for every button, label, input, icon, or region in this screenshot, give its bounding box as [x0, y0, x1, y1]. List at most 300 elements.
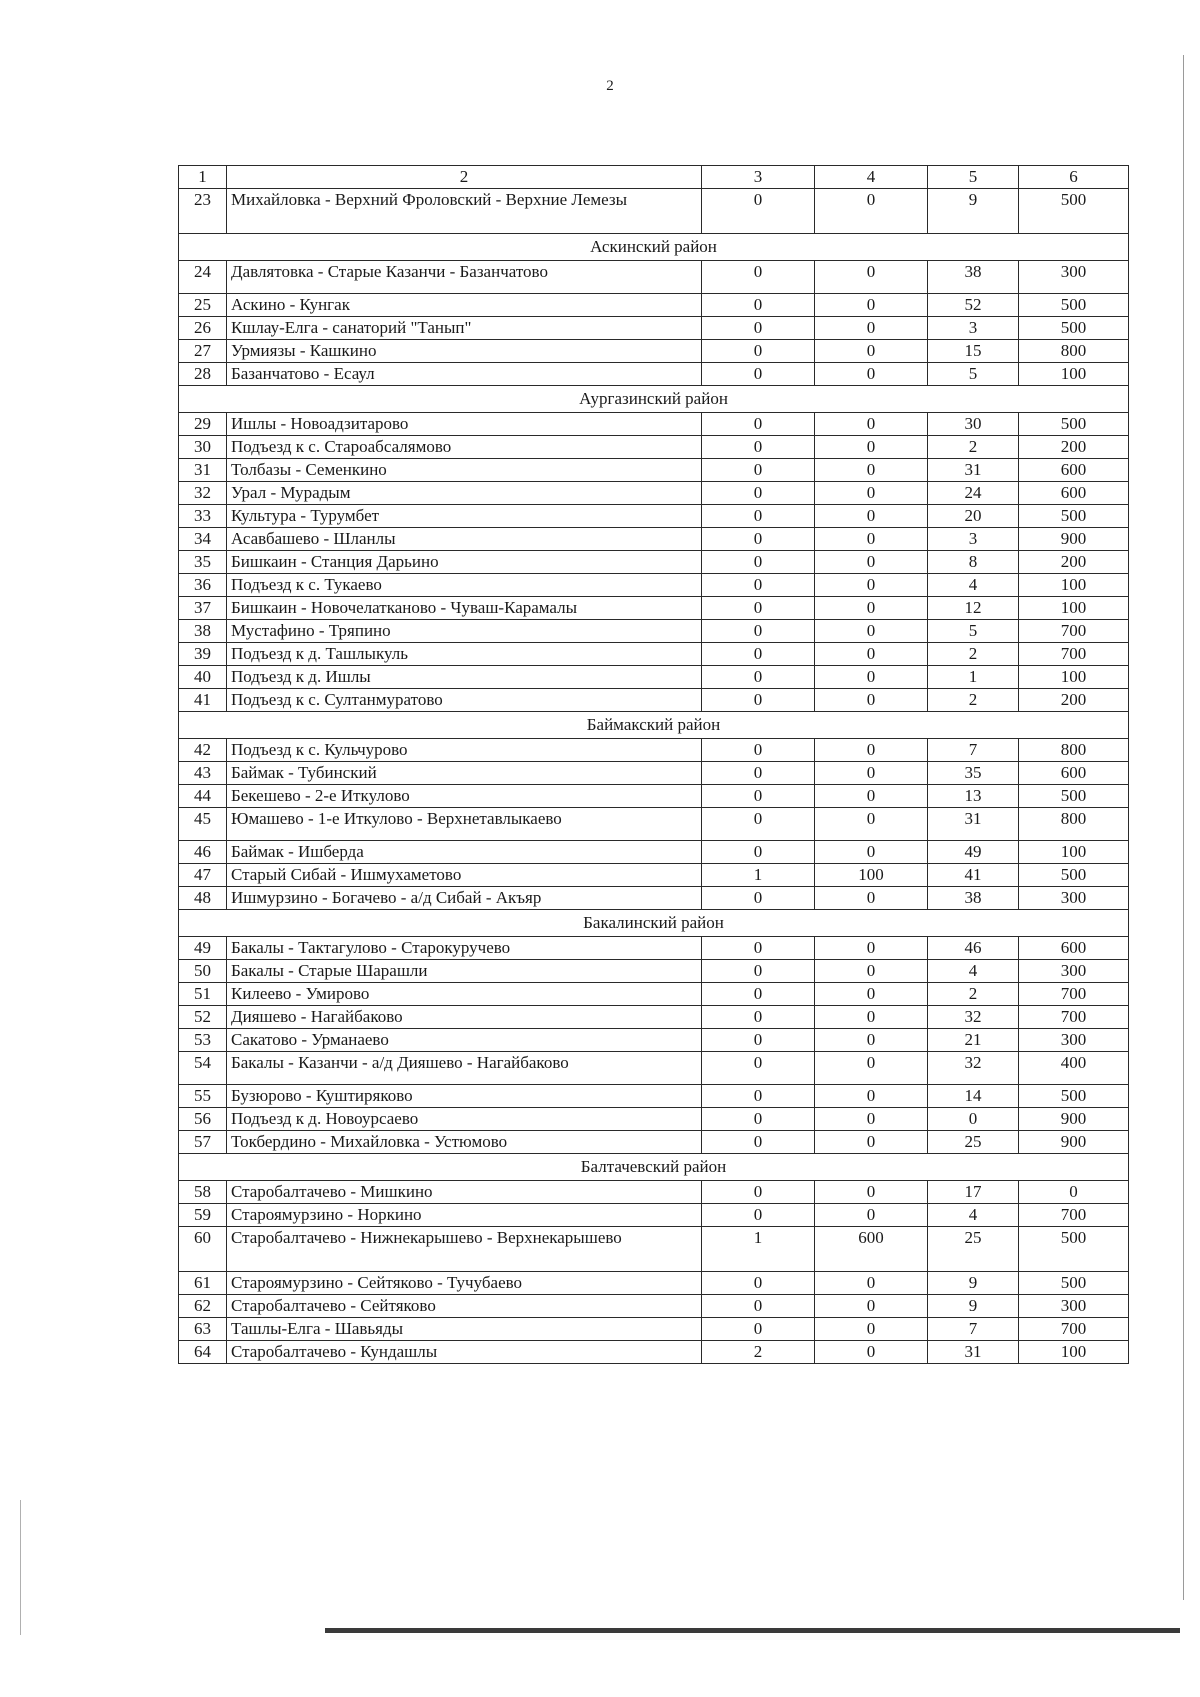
road-name-cell: Сакатово - Урманаево — [227, 1029, 702, 1052]
col5-value-cell: 32 — [928, 1006, 1019, 1029]
road-name-cell: Токбердино - Михайловка - Устюмово — [227, 1131, 702, 1154]
row-number-cell: 25 — [179, 294, 227, 317]
col5-value-cell: 30 — [928, 413, 1019, 436]
col3-value-cell: 0 — [702, 808, 815, 841]
road-name-cell: Кшлау-Елга - санаторий "Танып" — [227, 317, 702, 340]
col6-value-cell: 500 — [1019, 1085, 1129, 1108]
col6-value-cell: 200 — [1019, 436, 1129, 459]
col6-value-cell: 800 — [1019, 808, 1129, 841]
col3-value-cell: 0 — [702, 1204, 815, 1227]
row-number-cell: 39 — [179, 643, 227, 666]
col6-value-cell: 700 — [1019, 620, 1129, 643]
row-number-cell: 55 — [179, 1085, 227, 1108]
col6-value-cell: 500 — [1019, 413, 1129, 436]
roads-table — [178, 165, 1129, 1364]
table-row — [179, 666, 1129, 689]
row-number-cell: 47 — [179, 864, 227, 887]
row-number-cell: 27 — [179, 340, 227, 363]
row-number-cell: 26 — [179, 317, 227, 340]
scan-edge-line-left — [20, 1500, 21, 1635]
district-header-row — [179, 386, 1129, 413]
road-name-cell: Ишмурзино - Богачево - а/д Сибай - Акъяр — [227, 887, 702, 910]
row-number-cell: 28 — [179, 363, 227, 386]
col5-value-cell: 52 — [928, 294, 1019, 317]
col6-value-cell: 300 — [1019, 960, 1129, 983]
col6-value-cell: 0 — [1019, 1181, 1129, 1204]
road-name-cell: Старобалтачево - Мишкино — [227, 1181, 702, 1204]
col6-value-cell: 100 — [1019, 574, 1129, 597]
col5-value-cell: 3 — [928, 317, 1019, 340]
road-name-cell: Старобалтачево - Кундашлы — [227, 1341, 702, 1364]
row-number-cell: 36 — [179, 574, 227, 597]
col6-value-cell: 500 — [1019, 189, 1129, 234]
row-number-cell: 40 — [179, 666, 227, 689]
road-name-cell: Михайловка - Верхний Фроловский - Верхние Лемезы — [227, 189, 702, 234]
col6-value-cell: 100 — [1019, 666, 1129, 689]
col3-value-cell: 0 — [702, 1029, 815, 1052]
road-name-cell: Урал - Мурадым — [227, 482, 702, 505]
col3-value-cell: 0 — [702, 1181, 815, 1204]
col3-value-cell: 0 — [702, 1272, 815, 1295]
col5-value-cell: 7 — [928, 739, 1019, 762]
col4-value-cell: 0 — [815, 1108, 928, 1131]
col5-value-cell: 9 — [928, 189, 1019, 234]
table-row — [179, 841, 1129, 864]
road-name-cell: Староямурзино - Сейтяково - Тучубаево — [227, 1272, 702, 1295]
table-header-row — [179, 166, 1129, 189]
road-name-cell: Асавбашево - Шланлы — [227, 528, 702, 551]
page-number: 2 — [606, 78, 614, 94]
col3-value-cell: 0 — [702, 937, 815, 960]
col4-value-cell: 0 — [815, 1006, 928, 1029]
col3-value-cell: 0 — [702, 294, 815, 317]
row-number-cell: 52 — [179, 1006, 227, 1029]
col6-value-cell: 500 — [1019, 864, 1129, 887]
table-row — [179, 413, 1129, 436]
col3-value-cell: 0 — [702, 1108, 815, 1131]
col5-value-cell: 38 — [928, 887, 1019, 910]
col4-value-cell: 0 — [815, 574, 928, 597]
table-row — [179, 1006, 1129, 1029]
header-cell: 1 — [179, 166, 227, 189]
row-number-cell: 23 — [179, 189, 227, 234]
road-name-cell: Бакалы - Старые Шарашли — [227, 960, 702, 983]
col4-value-cell: 0 — [815, 459, 928, 482]
col5-value-cell: 4 — [928, 574, 1019, 597]
col4-value-cell: 0 — [815, 643, 928, 666]
col5-value-cell: 9 — [928, 1295, 1019, 1318]
table-row — [179, 762, 1129, 785]
table-row — [179, 528, 1129, 551]
table-row — [179, 363, 1129, 386]
col4-value-cell: 600 — [815, 1227, 928, 1272]
table-row — [179, 643, 1129, 666]
col6-value-cell: 500 — [1019, 505, 1129, 528]
header-cell: 5 — [928, 166, 1019, 189]
col4-value-cell: 0 — [815, 1131, 928, 1154]
col4-value-cell: 0 — [815, 1181, 928, 1204]
col4-value-cell: 0 — [815, 482, 928, 505]
col3-value-cell: 0 — [702, 528, 815, 551]
col4-value-cell: 0 — [815, 937, 928, 960]
road-name-cell: Ишлы - Новоадзитарово — [227, 413, 702, 436]
col6-value-cell: 600 — [1019, 482, 1129, 505]
col5-value-cell: 24 — [928, 482, 1019, 505]
col5-value-cell: 2 — [928, 689, 1019, 712]
district-title: Аургазинский район — [179, 386, 1129, 413]
road-name-cell: Бекешево - 2-е Иткулово — [227, 785, 702, 808]
col4-value-cell: 100 — [815, 864, 928, 887]
road-name-cell: Старобалтачево - Нижнекарышево - Верхнекарышево — [227, 1227, 702, 1272]
col6-value-cell: 500 — [1019, 317, 1129, 340]
col4-value-cell: 0 — [815, 739, 928, 762]
col3-value-cell: 0 — [702, 620, 815, 643]
col4-value-cell: 0 — [815, 960, 928, 983]
row-number-cell: 45 — [179, 808, 227, 841]
col4-value-cell: 0 — [815, 808, 928, 841]
table-row — [179, 808, 1129, 841]
road-name-cell: Подъезд к с. Тукаево — [227, 574, 702, 597]
col3-value-cell: 0 — [702, 1318, 815, 1341]
col4-value-cell: 0 — [815, 841, 928, 864]
road-name-cell: Бишкаин - Станция Дарьино — [227, 551, 702, 574]
table-row — [179, 864, 1129, 887]
road-name-cell: Баймак - Тубинский — [227, 762, 702, 785]
col6-value-cell: 700 — [1019, 643, 1129, 666]
table-row — [179, 960, 1129, 983]
row-number-cell: 30 — [179, 436, 227, 459]
col6-value-cell: 500 — [1019, 294, 1129, 317]
col4-value-cell: 0 — [815, 528, 928, 551]
row-number-cell: 51 — [179, 983, 227, 1006]
row-number-cell: 53 — [179, 1029, 227, 1052]
road-name-cell: Базанчатово - Есаул — [227, 363, 702, 386]
col3-value-cell: 0 — [702, 436, 815, 459]
col5-value-cell: 14 — [928, 1085, 1019, 1108]
row-number-cell: 58 — [179, 1181, 227, 1204]
road-name-cell: Старобалтачево - Сейтяково — [227, 1295, 702, 1318]
col5-value-cell: 5 — [928, 620, 1019, 643]
col6-value-cell: 100 — [1019, 841, 1129, 864]
row-number-cell: 32 — [179, 482, 227, 505]
col5-value-cell: 21 — [928, 1029, 1019, 1052]
table-row — [179, 1227, 1129, 1272]
road-name-cell: Подъезд к с. Кульчурово — [227, 739, 702, 762]
table-row — [179, 574, 1129, 597]
row-number-cell: 34 — [179, 528, 227, 551]
col4-value-cell: 0 — [815, 363, 928, 386]
row-number-cell: 59 — [179, 1204, 227, 1227]
col3-value-cell: 0 — [702, 551, 815, 574]
road-name-cell: Юмашево - 1-е Иткулово - Верхнетавлыкаево — [227, 808, 702, 841]
road-name-cell: Подъезд к с. Староабсалямово — [227, 436, 702, 459]
table-row — [179, 1318, 1129, 1341]
table-row — [179, 739, 1129, 762]
roads-table-body — [179, 166, 1129, 1364]
road-name-cell: Толбазы - Семенкино — [227, 459, 702, 482]
col4-value-cell: 0 — [815, 620, 928, 643]
road-name-cell: Культура - Турумбет — [227, 505, 702, 528]
col4-value-cell: 0 — [815, 1272, 928, 1295]
table-row — [179, 937, 1129, 960]
col4-value-cell: 0 — [815, 317, 928, 340]
road-name-cell: Аскино - Кунгак — [227, 294, 702, 317]
col3-value-cell: 0 — [702, 459, 815, 482]
district-header-row — [179, 234, 1129, 261]
table-row — [179, 597, 1129, 620]
col3-value-cell: 0 — [702, 189, 815, 234]
row-number-cell: 62 — [179, 1295, 227, 1318]
col5-value-cell: 2 — [928, 643, 1019, 666]
table-row — [179, 189, 1129, 234]
road-name-cell: Баймак - Ишберда — [227, 841, 702, 864]
header-cell: 4 — [815, 166, 928, 189]
col5-value-cell: 49 — [928, 841, 1019, 864]
row-number-cell: 50 — [179, 960, 227, 983]
col6-value-cell: 300 — [1019, 1029, 1129, 1052]
col5-value-cell: 41 — [928, 864, 1019, 887]
row-number-cell: 63 — [179, 1318, 227, 1341]
row-number-cell: 54 — [179, 1052, 227, 1085]
table-row — [179, 1295, 1129, 1318]
col5-value-cell: 12 — [928, 597, 1019, 620]
row-number-cell: 44 — [179, 785, 227, 808]
row-number-cell: 35 — [179, 551, 227, 574]
col4-value-cell: 0 — [815, 1085, 928, 1108]
col4-value-cell: 0 — [815, 785, 928, 808]
table-row — [179, 887, 1129, 910]
col5-value-cell: 2 — [928, 436, 1019, 459]
col4-value-cell: 0 — [815, 1052, 928, 1085]
col6-value-cell: 100 — [1019, 1341, 1129, 1364]
col4-value-cell: 0 — [815, 1341, 928, 1364]
row-number-cell: 64 — [179, 1341, 227, 1364]
col5-value-cell: 32 — [928, 1052, 1019, 1085]
col4-value-cell: 0 — [815, 505, 928, 528]
col4-value-cell: 0 — [815, 597, 928, 620]
col6-value-cell: 300 — [1019, 887, 1129, 910]
col4-value-cell: 0 — [815, 261, 928, 294]
col3-value-cell: 0 — [702, 666, 815, 689]
col5-value-cell: 4 — [928, 960, 1019, 983]
col5-value-cell: 1 — [928, 666, 1019, 689]
col6-value-cell: 600 — [1019, 937, 1129, 960]
col5-value-cell: 0 — [928, 1108, 1019, 1131]
col6-value-cell: 200 — [1019, 689, 1129, 712]
col5-value-cell: 17 — [928, 1181, 1019, 1204]
col5-value-cell: 31 — [928, 1341, 1019, 1364]
table-row — [179, 459, 1129, 482]
road-name-cell: Подъезд к д. Ишлы — [227, 666, 702, 689]
table-row — [179, 620, 1129, 643]
col5-value-cell: 13 — [928, 785, 1019, 808]
scan-bottom-bar — [325, 1628, 1180, 1633]
col4-value-cell: 0 — [815, 887, 928, 910]
district-header-row — [179, 712, 1129, 739]
road-name-cell: Килеево - Умирово — [227, 983, 702, 1006]
row-number-cell: 29 — [179, 413, 227, 436]
scan-edge-line — [1183, 55, 1184, 1600]
col4-value-cell: 0 — [815, 189, 928, 234]
col3-value-cell: 0 — [702, 317, 815, 340]
col5-value-cell: 8 — [928, 551, 1019, 574]
col3-value-cell: 0 — [702, 983, 815, 1006]
row-number-cell: 42 — [179, 739, 227, 762]
district-title: Балтачевский район — [179, 1154, 1129, 1181]
district-header-row — [179, 1154, 1129, 1181]
col4-value-cell: 0 — [815, 436, 928, 459]
col5-value-cell: 4 — [928, 1204, 1019, 1227]
header-cell: 3 — [702, 166, 815, 189]
table-row — [179, 482, 1129, 505]
row-number-cell: 41 — [179, 689, 227, 712]
col3-value-cell: 0 — [702, 413, 815, 436]
table-row — [179, 436, 1129, 459]
col3-value-cell: 0 — [702, 960, 815, 983]
col6-value-cell: 200 — [1019, 551, 1129, 574]
col5-value-cell: 46 — [928, 937, 1019, 960]
col5-value-cell: 20 — [928, 505, 1019, 528]
col6-value-cell: 100 — [1019, 363, 1129, 386]
row-number-cell: 56 — [179, 1108, 227, 1131]
table-row — [179, 1341, 1129, 1364]
col3-value-cell: 0 — [702, 1085, 815, 1108]
col5-value-cell: 5 — [928, 363, 1019, 386]
row-number-cell: 49 — [179, 937, 227, 960]
col3-value-cell: 0 — [702, 574, 815, 597]
col5-value-cell: 35 — [928, 762, 1019, 785]
road-name-cell: Подъезд к с. Султанмуратово — [227, 689, 702, 712]
col6-value-cell: 700 — [1019, 1006, 1129, 1029]
road-name-cell: Мустафино - Тряпино — [227, 620, 702, 643]
col6-value-cell: 900 — [1019, 528, 1129, 551]
col6-value-cell: 500 — [1019, 1272, 1129, 1295]
district-title: Баймакский район — [179, 712, 1129, 739]
col3-value-cell: 0 — [702, 643, 815, 666]
col3-value-cell: 0 — [702, 340, 815, 363]
col6-value-cell: 500 — [1019, 785, 1129, 808]
table-row — [179, 294, 1129, 317]
col6-value-cell: 800 — [1019, 340, 1129, 363]
col6-value-cell: 700 — [1019, 1318, 1129, 1341]
col3-value-cell: 0 — [702, 841, 815, 864]
row-number-cell: 46 — [179, 841, 227, 864]
road-name-cell: Бузюрово - Куштиряково — [227, 1085, 702, 1108]
col4-value-cell: 0 — [815, 1318, 928, 1341]
header-cell: 6 — [1019, 166, 1129, 189]
district-title: Аскинский район — [179, 234, 1129, 261]
table-row — [179, 689, 1129, 712]
table-row — [179, 1085, 1129, 1108]
col6-value-cell: 500 — [1019, 1227, 1129, 1272]
road-name-cell: Ташлы-Елга - Шавьяды — [227, 1318, 702, 1341]
table-row — [179, 551, 1129, 574]
col5-value-cell: 31 — [928, 459, 1019, 482]
row-number-cell: 48 — [179, 887, 227, 910]
road-name-cell: Дияшево - Нагайбаково — [227, 1006, 702, 1029]
col3-value-cell: 0 — [702, 482, 815, 505]
col3-value-cell: 0 — [702, 1131, 815, 1154]
road-name-cell: Старый Сибай - Ишмухаметово — [227, 864, 702, 887]
road-name-cell: Бакалы - Тактагулово - Старокуручево — [227, 937, 702, 960]
road-name-cell: Староямурзино - Норкино — [227, 1204, 702, 1227]
table-row — [179, 1052, 1129, 1085]
col4-value-cell: 0 — [815, 762, 928, 785]
table-row — [179, 1272, 1129, 1295]
district-title: Бакалинский район — [179, 910, 1129, 937]
table-row — [179, 1204, 1129, 1227]
col6-value-cell: 100 — [1019, 597, 1129, 620]
col4-value-cell: 0 — [815, 340, 928, 363]
col5-value-cell: 3 — [928, 528, 1019, 551]
col5-value-cell: 15 — [928, 340, 1019, 363]
col6-value-cell: 700 — [1019, 1204, 1129, 1227]
col6-value-cell: 300 — [1019, 261, 1129, 294]
col6-value-cell: 900 — [1019, 1108, 1129, 1131]
row-number-cell: 31 — [179, 459, 227, 482]
row-number-cell: 24 — [179, 261, 227, 294]
col3-value-cell: 0 — [702, 1295, 815, 1318]
table-row — [179, 505, 1129, 528]
row-number-cell: 60 — [179, 1227, 227, 1272]
table-row — [179, 983, 1129, 1006]
col4-value-cell: 0 — [815, 666, 928, 689]
col6-value-cell: 600 — [1019, 762, 1129, 785]
table-row — [179, 1108, 1129, 1131]
road-name-cell: Давлятовка - Старые Казанчи - Базанчатово — [227, 261, 702, 294]
col3-value-cell: 1 — [702, 1227, 815, 1272]
col3-value-cell: 1 — [702, 864, 815, 887]
col6-value-cell: 300 — [1019, 1295, 1129, 1318]
row-number-cell: 33 — [179, 505, 227, 528]
row-number-cell: 43 — [179, 762, 227, 785]
col5-value-cell: 9 — [928, 1272, 1019, 1295]
col4-value-cell: 0 — [815, 1295, 928, 1318]
col3-value-cell: 0 — [702, 363, 815, 386]
header-cell: 2 — [227, 166, 702, 189]
col3-value-cell: 0 — [702, 1052, 815, 1085]
row-number-cell: 57 — [179, 1131, 227, 1154]
col3-value-cell: 0 — [702, 785, 815, 808]
table-row — [179, 261, 1129, 294]
col6-value-cell: 400 — [1019, 1052, 1129, 1085]
table-row — [179, 1181, 1129, 1204]
col3-value-cell: 0 — [702, 1006, 815, 1029]
table-row — [179, 1131, 1129, 1154]
road-name-cell: Урмиязы - Кашкино — [227, 340, 702, 363]
col3-value-cell: 0 — [702, 739, 815, 762]
col3-value-cell: 0 — [702, 597, 815, 620]
col4-value-cell: 0 — [815, 1204, 928, 1227]
table-row — [179, 340, 1129, 363]
col5-value-cell: 31 — [928, 808, 1019, 841]
col5-value-cell: 7 — [928, 1318, 1019, 1341]
row-number-cell: 38 — [179, 620, 227, 643]
row-number-cell: 37 — [179, 597, 227, 620]
col4-value-cell: 0 — [815, 1029, 928, 1052]
col6-value-cell: 900 — [1019, 1131, 1129, 1154]
col3-value-cell: 2 — [702, 1341, 815, 1364]
col6-value-cell: 800 — [1019, 739, 1129, 762]
col4-value-cell: 0 — [815, 689, 928, 712]
col5-value-cell: 25 — [928, 1131, 1019, 1154]
col4-value-cell: 0 — [815, 413, 928, 436]
road-name-cell: Бакалы - Казанчи - а/д Дияшево - Нагайбаково — [227, 1052, 702, 1085]
row-number-cell: 61 — [179, 1272, 227, 1295]
road-name-cell: Подъезд к д. Новоурсаево — [227, 1108, 702, 1131]
table-row — [179, 1029, 1129, 1052]
col5-value-cell: 25 — [928, 1227, 1019, 1272]
